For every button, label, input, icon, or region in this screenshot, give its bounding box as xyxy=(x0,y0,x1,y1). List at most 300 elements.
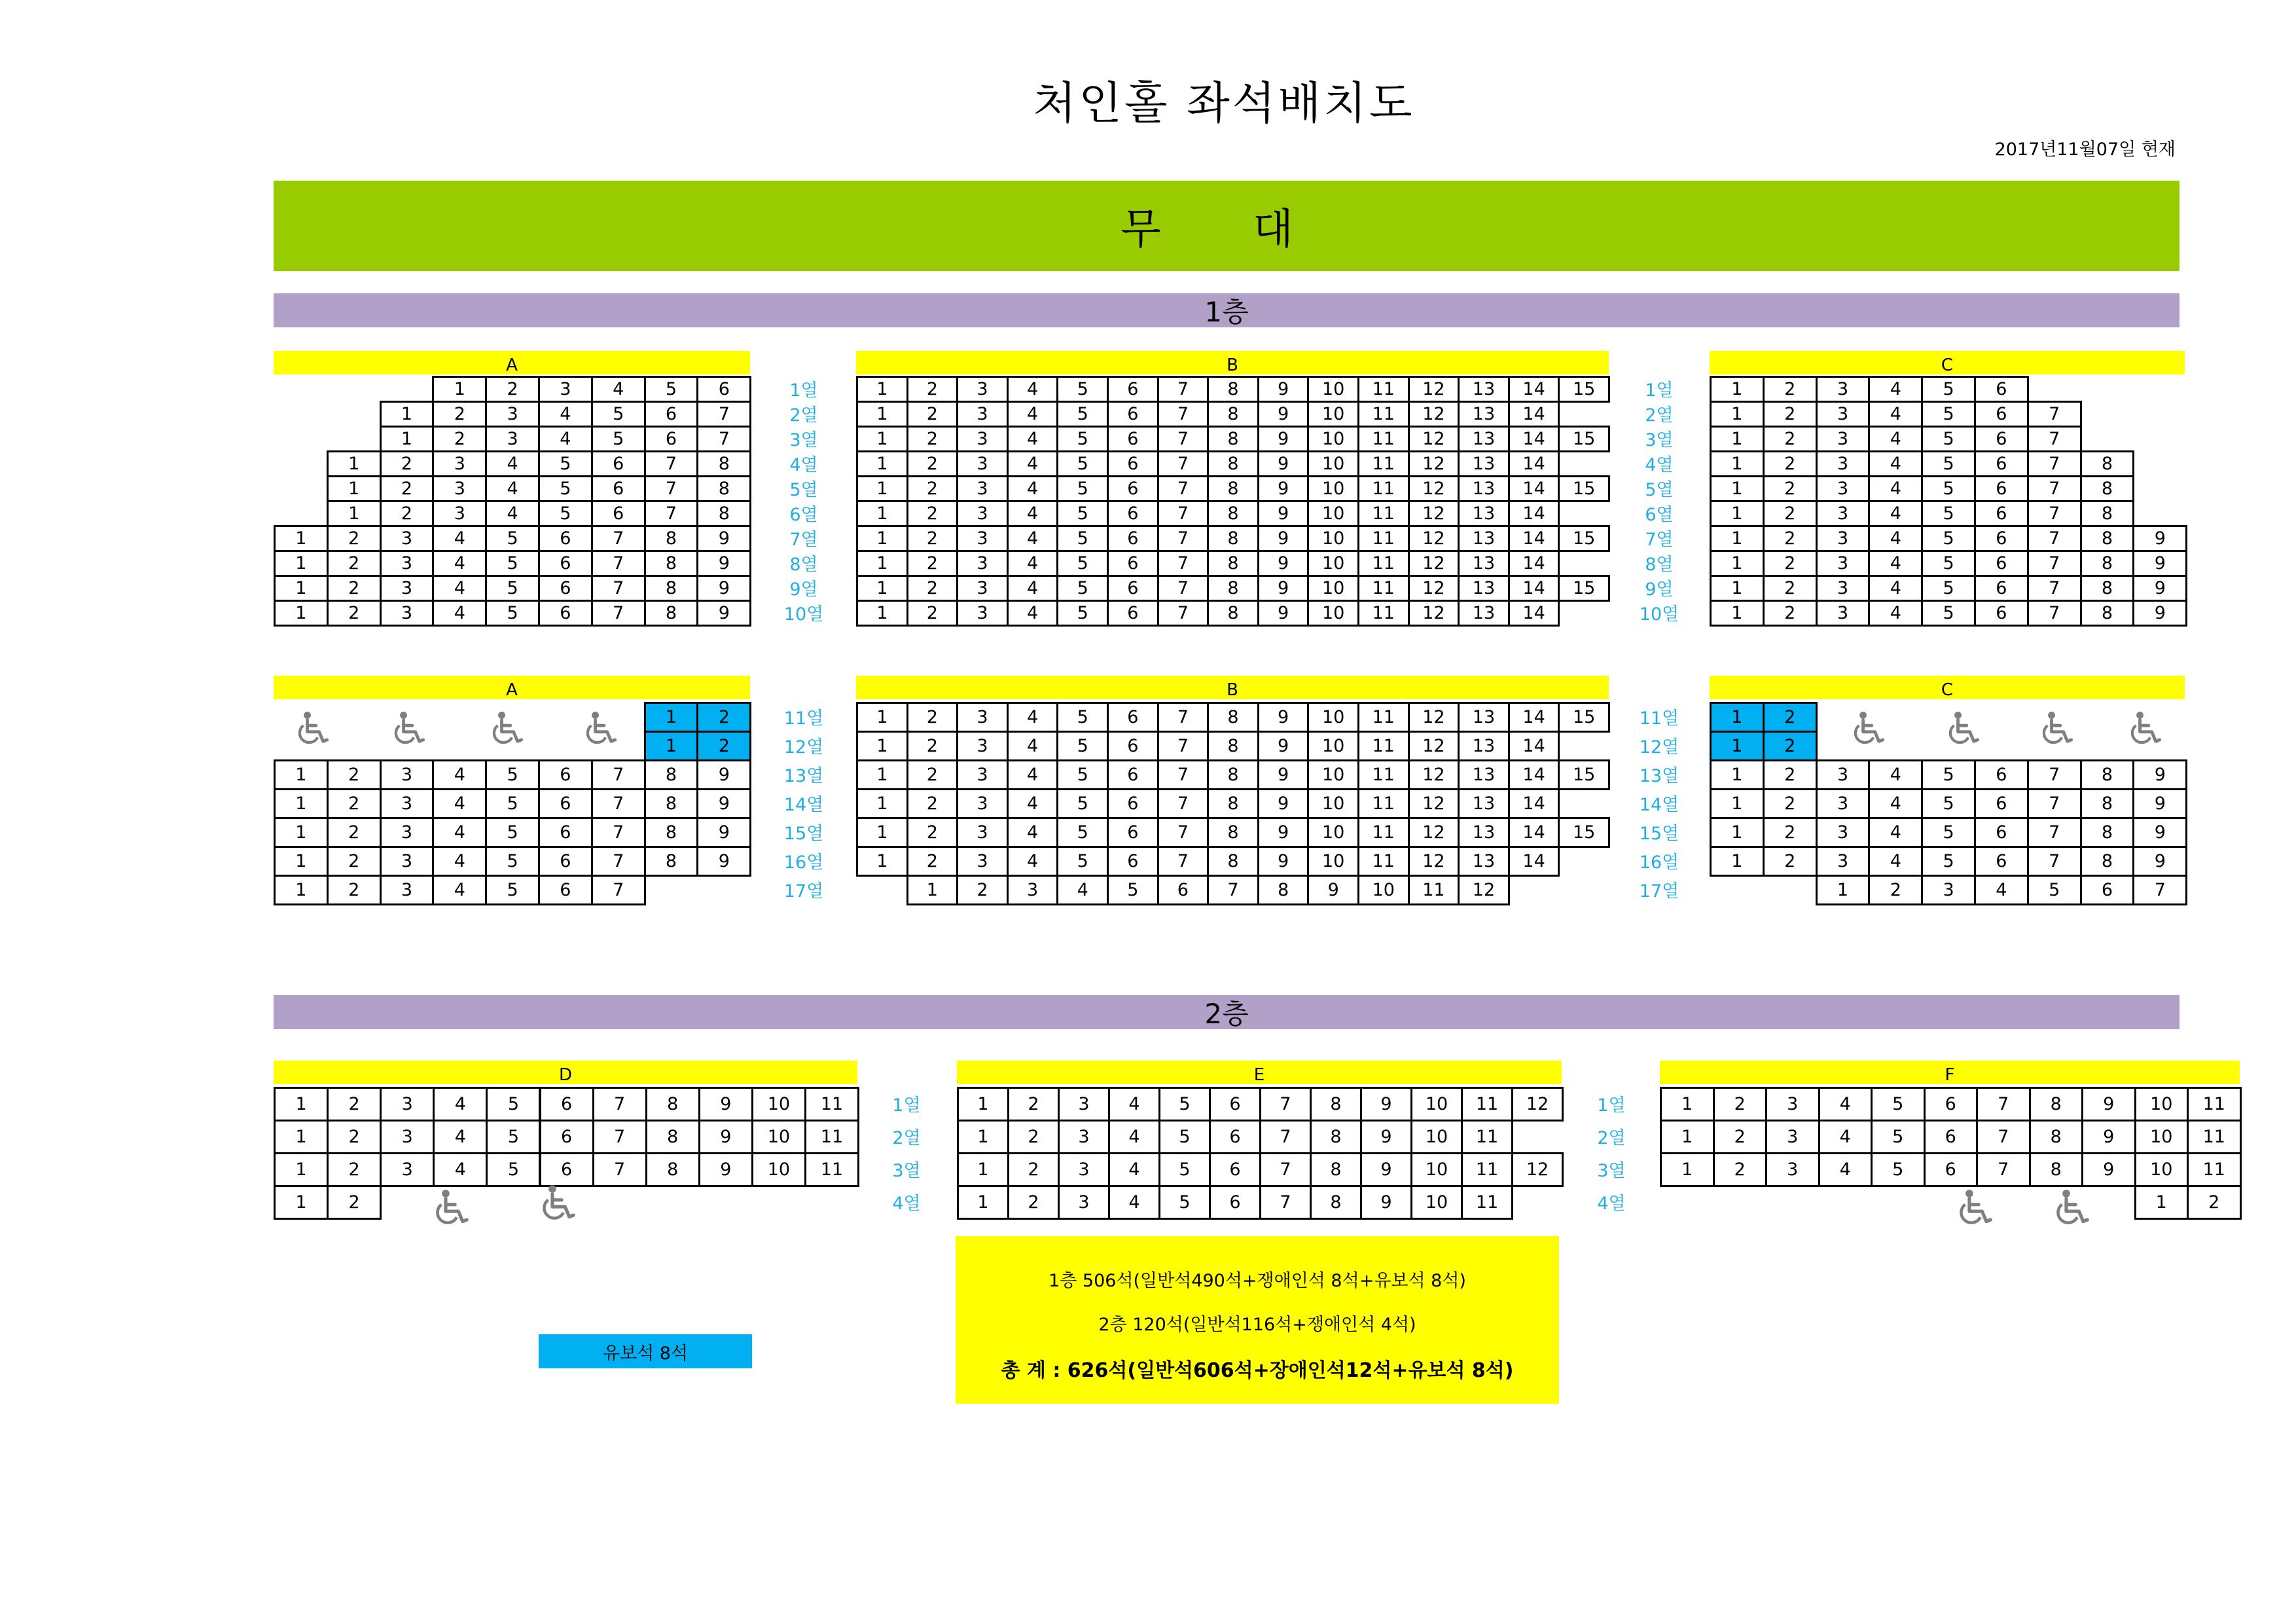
seat[interactable]: 6 xyxy=(1974,788,2029,819)
seat[interactable]: 1 xyxy=(1710,846,1765,877)
seat[interactable]: 9 xyxy=(1257,575,1310,602)
seat[interactable]: 2 xyxy=(1763,450,1818,477)
seat[interactable]: 9 xyxy=(1257,450,1310,477)
seat[interactable]: 8 xyxy=(644,759,699,790)
seat[interactable]: 4 xyxy=(1007,702,1059,733)
seat[interactable]: 4 xyxy=(1868,759,1923,790)
seat[interactable]: 14 xyxy=(1508,788,1560,819)
seat[interactable]: 1 xyxy=(856,788,908,819)
seat[interactable]: 10 xyxy=(1307,426,1359,452)
seat[interactable]: 6 xyxy=(1209,1152,1261,1187)
seat[interactable]: 5 xyxy=(485,788,540,819)
seat[interactable]: 2 xyxy=(1763,731,1818,761)
seat[interactable]: 6 xyxy=(538,788,593,819)
seat[interactable]: 7 xyxy=(1157,376,1210,403)
seat[interactable]: 6 xyxy=(1974,376,2029,403)
seat[interactable]: 2 xyxy=(1763,426,1818,452)
seat[interactable]: 12 xyxy=(1408,759,1460,790)
seat[interactable]: 2 xyxy=(327,817,382,848)
seat[interactable]: 7 xyxy=(591,846,646,877)
seat[interactable]: 4 xyxy=(1007,450,1059,477)
seat[interactable]: 3 xyxy=(956,475,1009,502)
seat[interactable]: 7 xyxy=(1157,525,1210,552)
seat[interactable]: 1 xyxy=(856,475,908,502)
seat[interactable]: 10 xyxy=(2134,1087,2189,1122)
seat[interactable]: 8 xyxy=(644,817,699,848)
seat[interactable]: 3 xyxy=(956,731,1009,761)
seat[interactable]: 7 xyxy=(591,550,646,577)
seat[interactable]: 11 xyxy=(804,1152,859,1187)
seat[interactable]: 2 xyxy=(906,575,959,602)
seat[interactable]: 1 xyxy=(380,401,435,428)
seat[interactable]: 12 xyxy=(1408,376,1460,403)
seat[interactable]: 8 xyxy=(644,525,699,552)
seat[interactable]: 2 xyxy=(1007,1087,1060,1122)
seat[interactable]: 2 xyxy=(906,475,959,502)
seat[interactable]: 11 xyxy=(1461,1152,1513,1187)
seat[interactable]: 4 xyxy=(433,1087,488,1122)
seat[interactable]: 11 xyxy=(1357,500,1410,527)
seat[interactable]: 3 xyxy=(956,401,1009,428)
seat[interactable]: 4 xyxy=(433,1152,488,1187)
seat[interactable]: 2 xyxy=(327,600,382,627)
seat[interactable]: 1 xyxy=(274,817,329,848)
seat[interactable]: 9 xyxy=(1257,846,1310,877)
seat[interactable]: 1 xyxy=(957,1152,1009,1187)
seat[interactable]: 1 xyxy=(906,875,959,905)
seat[interactable]: 3 xyxy=(956,846,1009,877)
seat[interactable]: 10 xyxy=(1307,376,1359,403)
seat[interactable]: 8 xyxy=(696,500,751,527)
seat[interactable]: 8 xyxy=(1207,575,1259,602)
seat[interactable]: 5 xyxy=(485,525,540,552)
seat[interactable]: 2 xyxy=(327,1185,382,1220)
seat[interactable]: 9 xyxy=(696,846,751,877)
seat[interactable]: 1 xyxy=(856,426,908,452)
seat[interactable]: 7 xyxy=(2027,525,2082,552)
seat[interactable]: 14 xyxy=(1508,846,1560,877)
seat[interactable]: 3 xyxy=(1058,1152,1110,1187)
seat[interactable]: 1 xyxy=(856,550,908,577)
seat[interactable]: 2 xyxy=(432,401,487,428)
seat[interactable]: 4 xyxy=(1868,450,1923,477)
seat[interactable]: 7 xyxy=(1157,788,1210,819)
seat[interactable]: 3 xyxy=(380,817,435,848)
seat[interactable]: 1 xyxy=(1710,788,1765,819)
seat[interactable]: 7 xyxy=(2132,875,2187,905)
seat[interactable]: 7 xyxy=(1976,1120,2031,1154)
seat[interactable]: 5 xyxy=(486,1087,541,1122)
seat[interactable]: 1 xyxy=(1710,426,1765,452)
seat[interactable]: 4 xyxy=(485,475,540,502)
seat[interactable]: 13 xyxy=(1458,759,1510,790)
seat[interactable]: 13 xyxy=(1458,817,1510,848)
seat[interactable]: 7 xyxy=(696,426,751,452)
seat[interactable]: 9 xyxy=(1257,788,1310,819)
seat[interactable]: 4 xyxy=(1007,426,1059,452)
seat[interactable]: 7 xyxy=(2027,846,2082,877)
seat[interactable]: 9 xyxy=(1257,500,1310,527)
seat[interactable]: 9 xyxy=(696,759,751,790)
seat[interactable]: 4 xyxy=(1818,1087,1873,1122)
seat[interactable]: 7 xyxy=(1157,401,1210,428)
seat[interactable]: 14 xyxy=(1508,475,1560,502)
seat[interactable]: 4 xyxy=(1007,500,1059,527)
seat[interactable]: 6 xyxy=(1107,731,1159,761)
seat[interactable]: 13 xyxy=(1458,450,1510,477)
seat[interactable]: 4 xyxy=(1868,376,1923,403)
seat[interactable]: 5 xyxy=(485,875,540,905)
seat[interactable]: 7 xyxy=(1259,1120,1312,1154)
seat[interactable]: 7 xyxy=(2027,450,2082,477)
seat[interactable]: 1 xyxy=(856,731,908,761)
seat[interactable]: 2 xyxy=(1007,1152,1060,1187)
seat[interactable]: 4 xyxy=(1007,401,1059,428)
seat[interactable]: 5 xyxy=(1871,1087,1926,1122)
seat[interactable]: 4 xyxy=(432,550,487,577)
seat[interactable]: 5 xyxy=(1056,376,1109,403)
seat[interactable]: 5 xyxy=(1921,788,1976,819)
seat[interactable]: 9 xyxy=(698,1152,753,1187)
seat[interactable]: 1 xyxy=(274,1152,329,1187)
seat[interactable]: 3 xyxy=(1816,376,1871,403)
seat[interactable]: 6 xyxy=(538,875,593,905)
seat[interactable]: 15 xyxy=(1558,759,1610,790)
seat[interactable]: 11 xyxy=(2187,1152,2242,1187)
seat[interactable]: 3 xyxy=(432,450,487,477)
seat[interactable]: 1 xyxy=(1710,376,1765,403)
seat[interactable]: 5 xyxy=(1921,525,1976,552)
seat[interactable]: 13 xyxy=(1458,846,1510,877)
seat[interactable]: 6 xyxy=(539,1152,594,1187)
seat[interactable]: 9 xyxy=(1257,525,1310,552)
seat[interactable]: 10 xyxy=(1307,500,1359,527)
seat[interactable]: 1 xyxy=(327,475,382,502)
seat[interactable]: 5 xyxy=(1056,525,1109,552)
seat[interactable]: 3 xyxy=(956,376,1009,403)
seat[interactable]: 8 xyxy=(1257,875,1310,905)
seat[interactable]: 12 xyxy=(1511,1087,1564,1122)
seat[interactable]: 1 xyxy=(1710,759,1765,790)
seat[interactable]: 6 xyxy=(591,450,646,477)
seat[interactable]: 9 xyxy=(696,600,751,627)
seat[interactable]: 3 xyxy=(380,600,435,627)
seat[interactable]: 2 xyxy=(906,846,959,877)
seat[interactable]: 1 xyxy=(274,759,329,790)
seat[interactable]: 3 xyxy=(538,376,593,403)
seat[interactable]: 4 xyxy=(1818,1120,1873,1154)
seat[interactable]: 1 xyxy=(274,1185,329,1220)
seat[interactable]: 3 xyxy=(956,575,1009,602)
seat[interactable]: 2 xyxy=(1007,1120,1060,1154)
seat[interactable]: 7 xyxy=(1157,550,1210,577)
seat[interactable]: 4 xyxy=(432,759,487,790)
seat[interactable]: 5 xyxy=(1056,731,1109,761)
seat[interactable]: 2 xyxy=(327,875,382,905)
seat[interactable]: 3 xyxy=(956,450,1009,477)
seat[interactable]: 4 xyxy=(1868,475,1923,502)
seat[interactable]: 10 xyxy=(1307,731,1359,761)
seat[interactable]: 11 xyxy=(1357,817,1410,848)
seat[interactable]: 13 xyxy=(1458,731,1510,761)
seat[interactable]: 5 xyxy=(485,550,540,577)
seat[interactable]: 1 xyxy=(856,846,908,877)
seat[interactable]: 2 xyxy=(1763,846,1818,877)
seat[interactable]: 6 xyxy=(1209,1185,1261,1220)
seat[interactable]: 10 xyxy=(1307,759,1359,790)
seat[interactable]: 3 xyxy=(1765,1152,1820,1187)
seat[interactable]: 3 xyxy=(1816,401,1871,428)
seat[interactable]: 2 xyxy=(906,600,959,627)
seat[interactable]: 6 xyxy=(538,550,593,577)
seat[interactable]: 1 xyxy=(856,500,908,527)
seat[interactable]: 1 xyxy=(1710,525,1765,552)
seat[interactable]: 2 xyxy=(906,500,959,527)
seat[interactable]: 1 xyxy=(957,1185,1009,1220)
seat[interactable]: 3 xyxy=(956,525,1009,552)
seat[interactable]: 14 xyxy=(1508,500,1560,527)
seat[interactable]: 4 xyxy=(1007,550,1059,577)
seat[interactable]: 1 xyxy=(274,600,329,627)
seat[interactable]: 1 xyxy=(1710,600,1765,627)
seat[interactable]: 10 xyxy=(1307,702,1359,733)
seat[interactable]: 10 xyxy=(1307,401,1359,428)
seat[interactable]: 4 xyxy=(1007,475,1059,502)
seat[interactable]: 13 xyxy=(1458,525,1510,552)
seat[interactable]: 3 xyxy=(1816,846,1871,877)
seat[interactable]: 5 xyxy=(486,1152,541,1187)
seat[interactable]: 5 xyxy=(1921,846,1976,877)
seat[interactable]: 1 xyxy=(274,788,329,819)
seat[interactable]: 6 xyxy=(1107,376,1159,403)
seat[interactable]: 4 xyxy=(1868,401,1923,428)
seat[interactable]: 12 xyxy=(1511,1152,1564,1187)
seat[interactable]: 1 xyxy=(1710,450,1765,477)
seat[interactable]: 6 xyxy=(1107,401,1159,428)
seat[interactable]: 6 xyxy=(1107,525,1159,552)
seat[interactable]: 3 xyxy=(956,426,1009,452)
seat[interactable]: 6 xyxy=(539,1087,594,1122)
seat[interactable]: 1 xyxy=(1660,1152,1715,1187)
seat[interactable]: 8 xyxy=(2080,600,2135,627)
seat[interactable]: 2 xyxy=(1713,1120,1768,1154)
seat[interactable]: 5 xyxy=(485,846,540,877)
seat[interactable]: 6 xyxy=(538,846,593,877)
seat[interactable]: 2 xyxy=(956,875,1009,905)
seat[interactable]: 9 xyxy=(2132,525,2187,552)
seat[interactable]: 1 xyxy=(856,817,908,848)
seat[interactable]: 9 xyxy=(2132,759,2187,790)
seat[interactable]: 9 xyxy=(2132,575,2187,602)
seat[interactable]: 3 xyxy=(956,788,1009,819)
seat[interactable]: 6 xyxy=(539,1120,594,1154)
seat[interactable]: 6 xyxy=(1974,450,2029,477)
seat[interactable]: 8 xyxy=(2080,475,2135,502)
seat[interactable]: 1 xyxy=(856,450,908,477)
seat[interactable]: 5 xyxy=(1056,475,1109,502)
seat[interactable]: 11 xyxy=(1357,846,1410,877)
seat[interactable]: 4 xyxy=(1868,550,1923,577)
seat[interactable]: 2 xyxy=(906,788,959,819)
seat[interactable]: 5 xyxy=(1107,875,1159,905)
seat[interactable]: 1 xyxy=(644,731,699,761)
seat[interactable]: 9 xyxy=(1360,1185,1412,1220)
seat[interactable]: 1 xyxy=(1710,401,1765,428)
seat[interactable]: 15 xyxy=(1558,817,1610,848)
seat[interactable]: 6 xyxy=(538,600,593,627)
seat[interactable]: 5 xyxy=(1056,426,1109,452)
seat[interactable]: 8 xyxy=(2080,575,2135,602)
seat[interactable]: 2 xyxy=(906,450,959,477)
seat[interactable]: 7 xyxy=(1976,1152,2031,1187)
seat[interactable]: 5 xyxy=(644,376,699,403)
seat[interactable]: 3 xyxy=(1007,875,1059,905)
seat[interactable]: 2 xyxy=(380,475,435,502)
seat[interactable]: 14 xyxy=(1508,600,1560,627)
seat[interactable]: 3 xyxy=(1816,475,1871,502)
seat[interactable]: 8 xyxy=(645,1152,700,1187)
seat[interactable]: 5 xyxy=(1871,1120,1926,1154)
seat[interactable]: 6 xyxy=(1974,759,2029,790)
seat[interactable]: 5 xyxy=(486,1120,541,1154)
seat[interactable]: 3 xyxy=(1058,1185,1110,1220)
seat[interactable]: 5 xyxy=(1056,500,1109,527)
seat[interactable]: 9 xyxy=(696,575,751,602)
seat[interactable]: 1 xyxy=(274,550,329,577)
seat[interactable]: 7 xyxy=(1259,1185,1312,1220)
seat[interactable]: 12 xyxy=(1408,500,1460,527)
seat[interactable]: 1 xyxy=(1710,575,1765,602)
seat[interactable]: 2 xyxy=(906,731,959,761)
seat[interactable]: 2 xyxy=(906,426,959,452)
seat[interactable]: 8 xyxy=(1310,1152,1362,1187)
seat[interactable]: 4 xyxy=(538,426,593,452)
seat[interactable]: 7 xyxy=(1157,817,1210,848)
seat[interactable]: 14 xyxy=(1508,731,1560,761)
seat[interactable]: 2 xyxy=(906,401,959,428)
seat[interactable]: 4 xyxy=(1108,1152,1160,1187)
seat[interactable]: 2 xyxy=(696,731,751,761)
seat[interactable]: 7 xyxy=(644,450,699,477)
seat[interactable]: 4 xyxy=(1974,875,2029,905)
seat[interactable]: 13 xyxy=(1458,500,1510,527)
seat[interactable]: 10 xyxy=(2134,1120,2189,1154)
seat[interactable]: 1 xyxy=(1710,500,1765,527)
seat[interactable]: 2 xyxy=(1763,702,1818,733)
seat[interactable]: 10 xyxy=(751,1152,806,1187)
seat[interactable]: 10 xyxy=(1307,525,1359,552)
seat[interactable]: 3 xyxy=(1816,600,1871,627)
seat[interactable]: 6 xyxy=(1974,846,2029,877)
seat[interactable]: 4 xyxy=(1868,525,1923,552)
seat[interactable]: 7 xyxy=(1157,450,1210,477)
seat[interactable]: 9 xyxy=(1257,600,1310,627)
seat[interactable]: 8 xyxy=(1310,1185,1362,1220)
seat[interactable]: 5 xyxy=(1921,759,1976,790)
seat[interactable]: 5 xyxy=(1921,600,1976,627)
seat[interactable]: 2 xyxy=(1713,1087,1768,1122)
seat[interactable]: 6 xyxy=(1924,1120,1979,1154)
seat[interactable]: 11 xyxy=(1461,1087,1513,1122)
seat[interactable]: 8 xyxy=(2080,450,2135,477)
seat[interactable]: 10 xyxy=(1307,817,1359,848)
seat[interactable]: 11 xyxy=(1357,575,1410,602)
seat[interactable]: 15 xyxy=(1558,575,1610,602)
seat[interactable]: 14 xyxy=(1508,759,1560,790)
seat[interactable]: 2 xyxy=(1763,500,1818,527)
seat[interactable]: 6 xyxy=(538,759,593,790)
seat[interactable]: 14 xyxy=(1508,525,1560,552)
seat[interactable]: 4 xyxy=(432,575,487,602)
seat[interactable]: 6 xyxy=(1209,1087,1261,1122)
seat[interactable]: 5 xyxy=(538,500,593,527)
seat[interactable]: 2 xyxy=(327,759,382,790)
seat[interactable]: 14 xyxy=(1508,401,1560,428)
seat[interactable]: 7 xyxy=(2027,817,2082,848)
seat[interactable]: 3 xyxy=(485,426,540,452)
seat[interactable]: 4 xyxy=(538,401,593,428)
seat[interactable]: 5 xyxy=(1056,846,1109,877)
seat[interactable]: 8 xyxy=(2080,525,2135,552)
seat[interactable]: 10 xyxy=(1357,875,1410,905)
seat[interactable]: 6 xyxy=(538,525,593,552)
seat[interactable]: 13 xyxy=(1458,702,1510,733)
seat[interactable]: 8 xyxy=(1207,525,1259,552)
seat[interactable]: 5 xyxy=(485,817,540,848)
seat[interactable]: 14 xyxy=(1508,575,1560,602)
seat[interactable]: 8 xyxy=(1207,846,1259,877)
seat[interactable]: 8 xyxy=(1207,450,1259,477)
seat[interactable]: 3 xyxy=(1058,1120,1110,1154)
seat[interactable]: 12 xyxy=(1408,426,1460,452)
seat[interactable]: 3 xyxy=(1816,550,1871,577)
seat[interactable]: 7 xyxy=(2027,550,2082,577)
seat[interactable]: 6 xyxy=(2080,875,2135,905)
seat[interactable]: 4 xyxy=(1868,500,1923,527)
seat[interactable]: 9 xyxy=(2132,846,2187,877)
seat[interactable]: 11 xyxy=(1357,788,1410,819)
seat[interactable]: 1 xyxy=(957,1120,1009,1154)
seat[interactable]: 5 xyxy=(1056,401,1109,428)
seat[interactable]: 1 xyxy=(1710,817,1765,848)
seat[interactable]: 8 xyxy=(1207,401,1259,428)
seat[interactable]: 4 xyxy=(432,875,487,905)
seat[interactable]: 10 xyxy=(1307,846,1359,877)
seat[interactable]: 10 xyxy=(1307,550,1359,577)
seat[interactable]: 8 xyxy=(2029,1120,2084,1154)
seat[interactable]: 2 xyxy=(1763,550,1818,577)
seat[interactable]: 10 xyxy=(751,1087,806,1122)
seat[interactable]: 5 xyxy=(1056,702,1109,733)
seat[interactable]: 3 xyxy=(380,1152,435,1187)
seat[interactable]: 6 xyxy=(1974,475,2029,502)
seat[interactable]: 2 xyxy=(906,525,959,552)
seat[interactable]: 6 xyxy=(1974,525,2029,552)
seat[interactable]: 1 xyxy=(1710,731,1765,761)
seat[interactable]: 7 xyxy=(1157,759,1210,790)
seat[interactable]: 14 xyxy=(1508,702,1560,733)
seat[interactable]: 3 xyxy=(956,759,1009,790)
seat[interactable]: 7 xyxy=(591,788,646,819)
seat[interactable]: 4 xyxy=(1868,575,1923,602)
seat[interactable]: 3 xyxy=(380,759,435,790)
seat[interactable]: 7 xyxy=(1157,731,1210,761)
seat[interactable]: 5 xyxy=(1158,1120,1211,1154)
seat[interactable]: 8 xyxy=(1310,1087,1362,1122)
seat[interactable]: 9 xyxy=(1257,702,1310,733)
seat[interactable]: 1 xyxy=(1660,1120,1715,1154)
seat[interactable]: 13 xyxy=(1458,788,1510,819)
